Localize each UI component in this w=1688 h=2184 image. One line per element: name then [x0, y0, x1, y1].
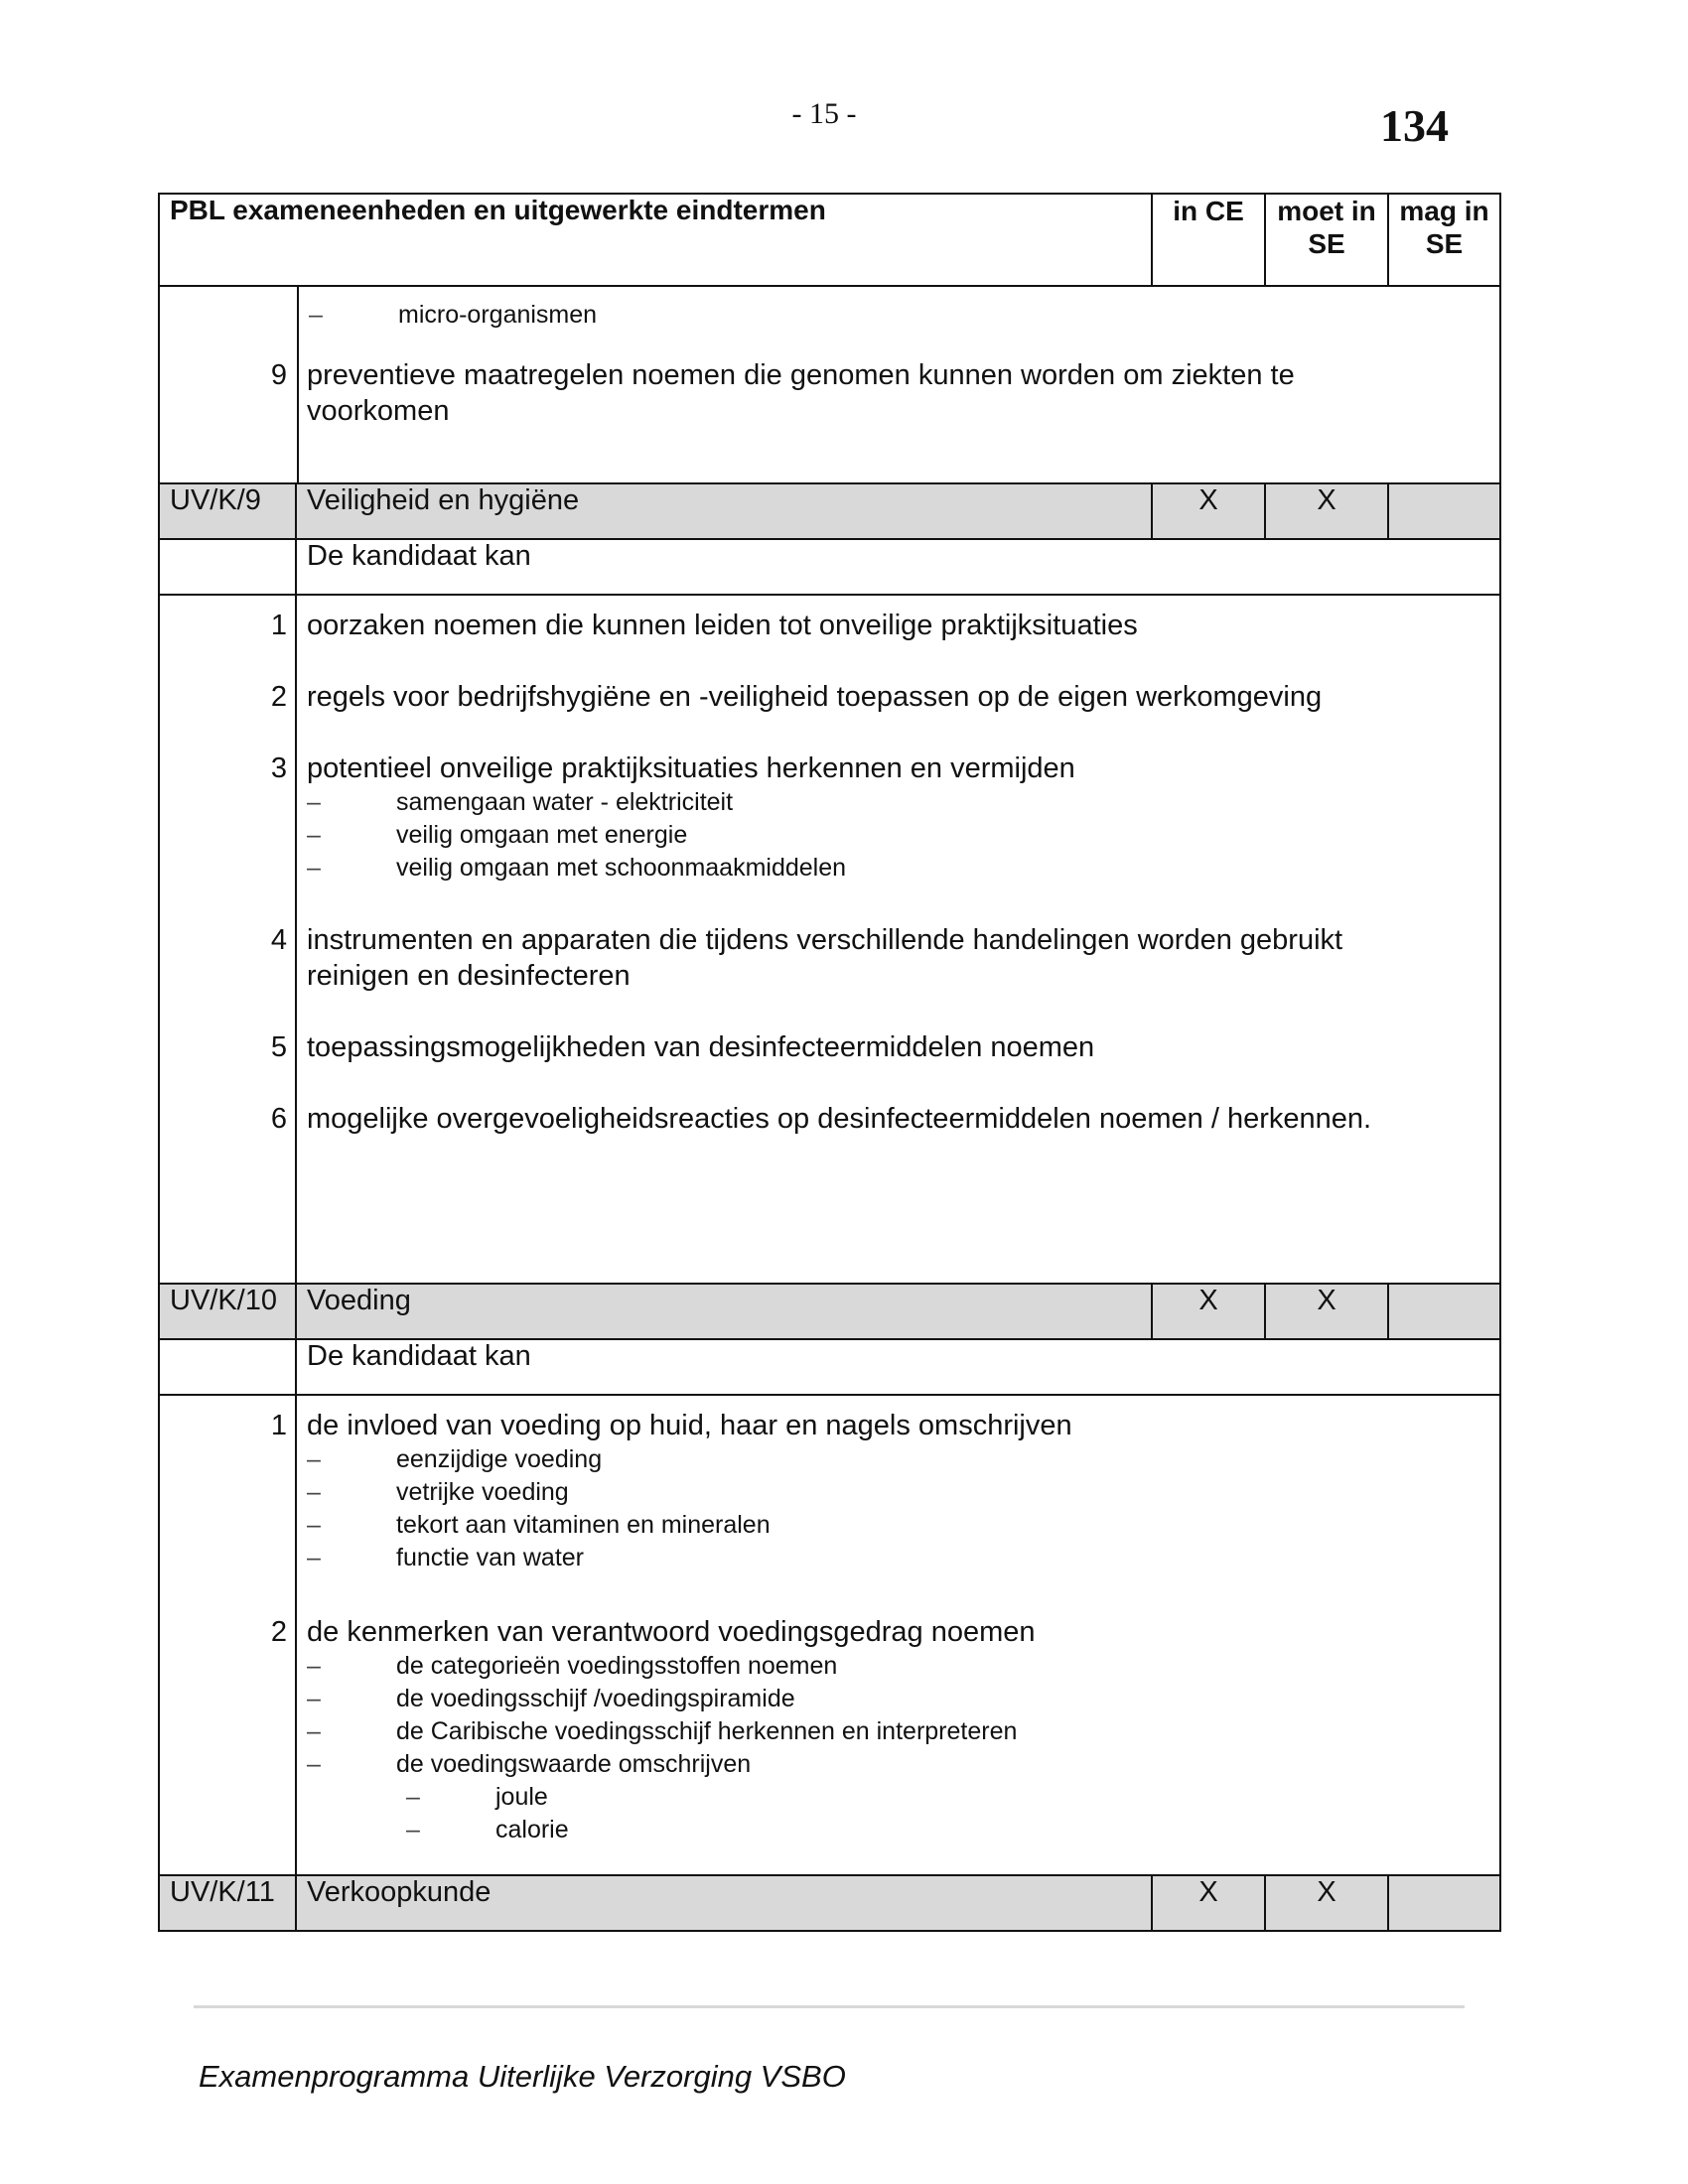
eindterm-item: 9 preventieve maatregelen noemen die genomen kunnen worden om ziekten te voorkomen — [270, 359, 1295, 427]
sub-sub-item: – joule — [406, 1783, 548, 1811]
col-header-in-ce: in CE — [1152, 194, 1265, 286]
intro-row: De kandidaat kan — [159, 1339, 1500, 1395]
table-title: PBL exameneenheden en uitgewerkte eindtermen — [159, 194, 1152, 286]
sub-item: – functie van water — [307, 1544, 584, 1571]
intro-row: De kandidaat kan — [159, 539, 1500, 595]
document-number: 134 — [1380, 100, 1449, 151]
table-header-row — [159, 194, 1500, 286]
sub-item: – de voedingswaarde omschrijven — [307, 1750, 752, 1778]
eindterm-item: 6 mogelijke overgevoeligheidsreacties op desinfecteermiddelen noemen / herkennen. — [270, 1103, 1372, 1135]
sub-item: – de Caribische voedingsschijf herkennen en interpreteren — [307, 1717, 1018, 1745]
col-header-mag-in-se: mag in SE — [1388, 194, 1500, 286]
items-row-uvk10 — [159, 1395, 1500, 1875]
sub-item: – tekort aan vitaminen en mineralen — [307, 1511, 771, 1539]
eindterm-item: 5 toepassingsmogelijkheden van desinfecteermiddelen noemen — [270, 1031, 1095, 1063]
sub-sub-item: – calorie — [406, 1816, 569, 1843]
sub-item: – micro-organismen — [309, 301, 598, 329]
eindterm-item: 1 oorzaken noemen die kunnen leiden tot onveilige praktijksituaties — [270, 610, 1138, 641]
exam-units-table — [158, 193, 1501, 1932]
continuation-row — [159, 286, 1500, 483]
eindterm-item: 2 regels voor bedrijfshygiëne en -veiligheid toepassen op de eigen werkomgeving — [270, 681, 1323, 713]
unit-row-uvk10: UV/K/10 Voeding X X — [159, 1284, 1500, 1339]
col-header-moet-in-se: moet in SE — [1265, 194, 1388, 286]
sub-item: – veilig omgaan met schoonmaakmiddelen — [307, 854, 847, 882]
eindterm-item: 4 instrumenten en apparaten die tijdens verschillende handelingen worden gebruikt reinigen en desinfecteren — [270, 924, 1343, 992]
sub-item: – veilig omgaan met energie — [307, 821, 688, 849]
eindterm-item: 3 potentieel onveilige praktijksituaties herkennen en vermijden — [270, 752, 1075, 784]
page-marker: - 15 - — [791, 97, 857, 130]
sub-item: – de categorieën voedingsstoffen noemen — [307, 1652, 838, 1680]
footer-divider — [194, 2005, 1465, 2008]
eindterm-item: 2 de kenmerken van verantwoord voedingsgedrag noemen — [270, 1616, 1036, 1648]
unit-row-uvk11: UV/K/11 Verkoopkunde X X — [159, 1875, 1500, 1931]
eindterm-item: 1 de invloed van voeding op huid, haar en nagels omschrijven — [270, 1410, 1072, 1441]
sub-item: – de voedingsschijf /voedingspiramide — [307, 1685, 795, 1712]
items-row-uvk9 — [159, 595, 1500, 1284]
sub-item: – eenzijdige voeding — [307, 1445, 603, 1473]
footer-title: Examenprogramma Uiterlijke Verzorging VSBO — [199, 2059, 846, 2094]
unit-row-uvk9: UV/K/9 Veiligheid en hygiëne X X — [159, 483, 1500, 539]
sub-item: – vetrijke voeding — [307, 1478, 569, 1506]
sub-item: – samengaan water - elektriciteit — [307, 788, 734, 816]
